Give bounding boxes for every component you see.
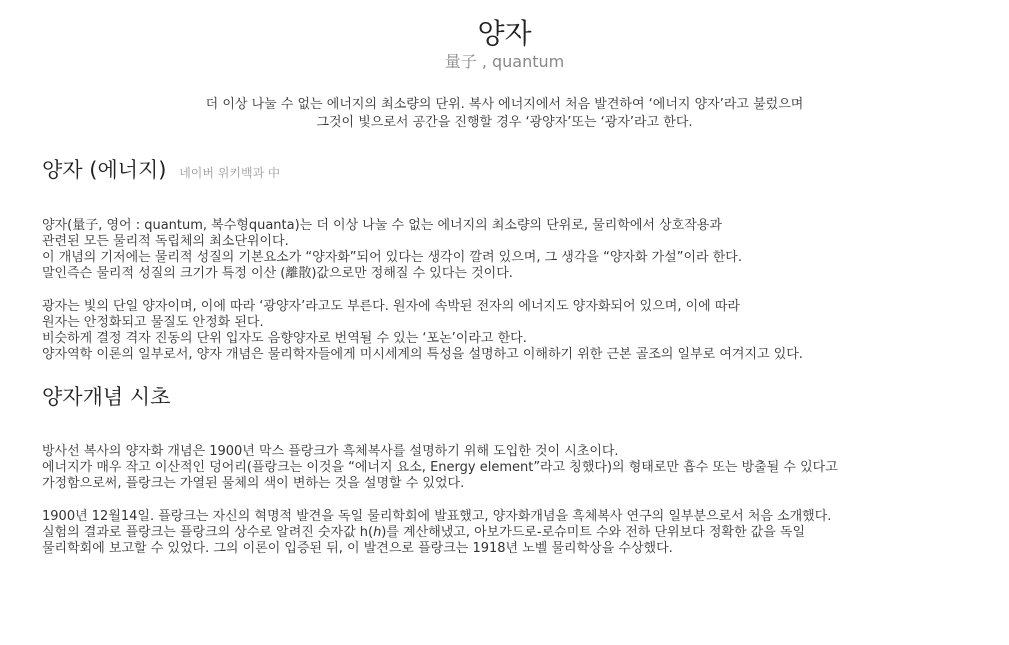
paragraph <box>42 299 989 363</box>
page-subtitle: 量子 , quantum <box>444 52 565 71</box>
paragraph-line: 실험의 결과로 플랑크는 플랑크의 상수로 알려진 숫자값 h(ℎ)를 계산해냈고, 아보가드로-로슈미트 수와 전하 단위보다 정확한 값을 독일 <box>42 525 806 540</box>
paragraph-line: 에너지가 매우 작고 이산적인 덩어리(플랑크는 이것을 “에너지 요소, Energy element”라고 칭했다)의 형태로만 흡수 또는 방출될 수 있다고 <box>42 460 838 475</box>
intro-summary <box>0 96 1009 132</box>
paragraph-line: 광자는 빛의 단일 양자이며, 이에 따라 ‘광양자’라고도 부른다. 원자에 속박된 전자의 에너지도 양자화되어 있으며, 이에 따라 <box>42 299 740 314</box>
page-header <box>0 0 1009 72</box>
section-title <box>42 383 989 411</box>
paragraph-line: 방사선 복사의 양자화 개념은 1900년 막스 플랑크가 흑체복사를 설명하기 위해 도입한 것이 시초이다. <box>42 444 619 459</box>
section-title <box>42 156 989 187</box>
section-title-text: 양자개념 시초 <box>42 385 171 409</box>
paragraph-line: 비슷하게 결정 격자 진동의 단위 입자도 음향양자로 번역될 수 있는 ‘포논’이라고 한다. <box>42 331 527 346</box>
paragraph-line: 원자는 안정화되고 물질도 안정화 된다. <box>42 315 264 330</box>
source-link-naver[interactable]: 네이버 <box>179 166 214 180</box>
paragraph-line: 물리학회에 보고할 수 있었다. 그의 이론이 입증된 뒤, 이 발견으로 플랑크는 1918년 노벨 물리학상을 수상했다. <box>42 541 673 556</box>
source-link-wiki[interactable]: 위키백과 <box>217 166 265 180</box>
paragraph <box>42 218 989 282</box>
source-links <box>179 166 280 180</box>
paragraph-line: 양자(量子, 영어 : quantum, 복수형quanta)는 더 이상 나눌 수 없는 에너지의 최소량의 단위로, 물리학에서 상호작용과 <box>42 218 722 233</box>
section-quantum-energy <box>0 156 1009 363</box>
intro-line: 그것이 빛으로서 공간을 진행할 경우 ‘광양자’또는 ‘광자’라고 한다. <box>316 115 693 130</box>
intro-line: 더 이상 나눌 수 없는 에너지의 최소량의 단위. 복사 에너지에서 처음 발견하여 ‘에너지 양자’라고 불렀으며 <box>205 97 804 112</box>
paragraph-line: 양자역학 이론의 일부로서, 양자 개념은 물리학자들에게 미시세계의 특성을 설명하고 이해하기 위한 근본 골조의 일부로 여겨지고 있다. <box>42 347 803 362</box>
paragraph-line: 가정함으로써, 플랑크는 가열된 물체의 색이 변하는 것을 설명할 수 있었다. <box>42 476 465 491</box>
paragraph <box>42 509 989 557</box>
paragraph-line: 1900년 12월14일. 플랑크는 자신의 혁명적 발견을 독일 물리학회에 발표했고, 양자화개념을 흑체복사 연구의 일부분으로서 처음 소개했다. <box>42 509 832 524</box>
paragraph <box>42 444 989 492</box>
paragraph-line: 이 개념의 기저에는 물리적 성질의 기본요소가 “양자화”되어 있다는 생각이 깔려 있으며, 그 생각을 “양자화 가설”이라 한다. <box>42 250 742 265</box>
section-title-text: 양자 (에너지) <box>42 158 167 182</box>
source-link-zh[interactable]: 中 <box>268 166 281 180</box>
paragraph-line: 관련된 모든 물리적 독립체의 최소단위이다. <box>42 234 289 249</box>
paragraph-line: 말인즉슨 물리적 성질의 크기가 특정 이산 (離散)값으로만 정해질 수 있다는 것이다. <box>42 266 513 281</box>
page-title: 양자 <box>477 17 532 50</box>
section-quantum-origin <box>0 383 1009 557</box>
